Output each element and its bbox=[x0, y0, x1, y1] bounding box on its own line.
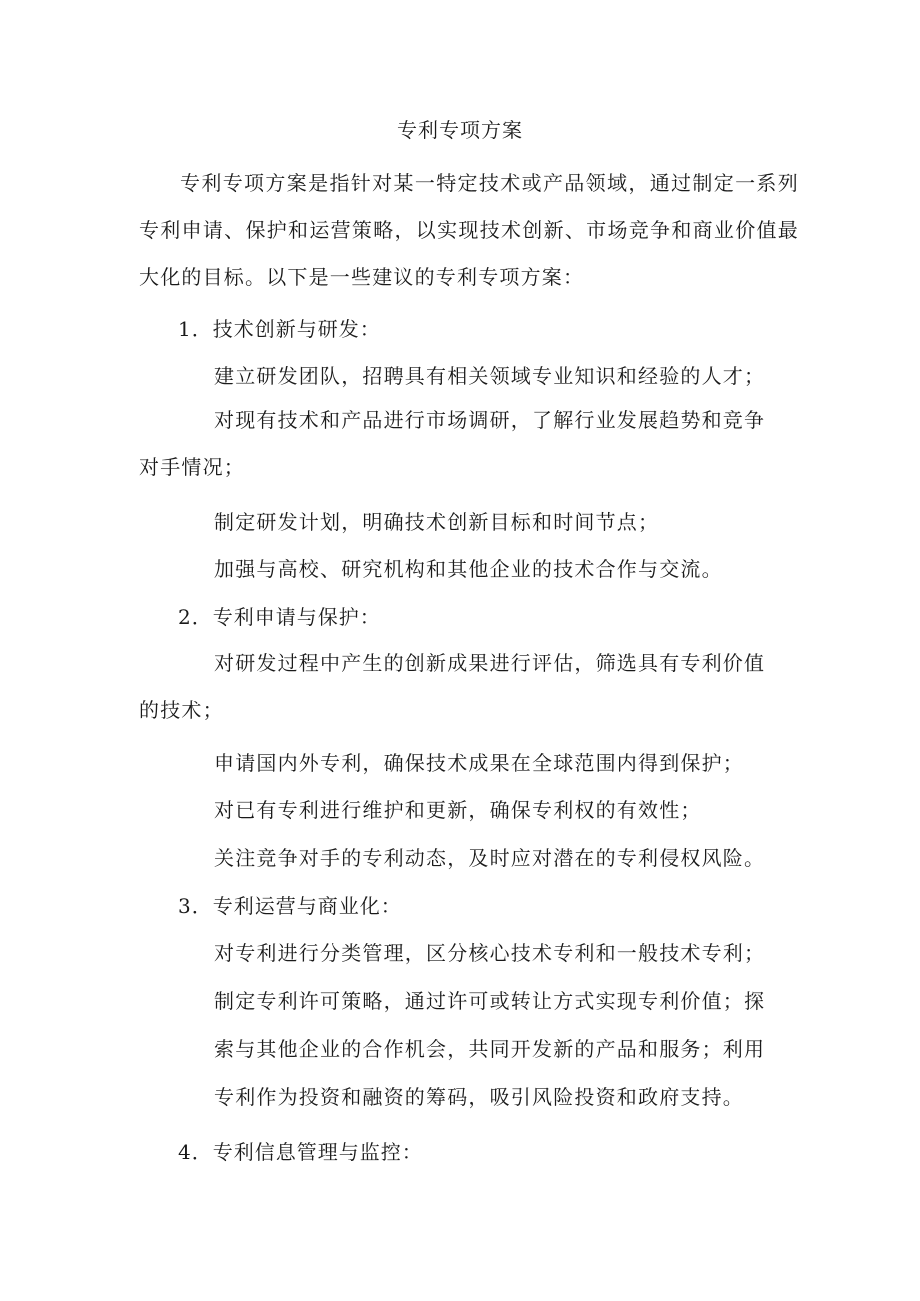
section-2-item-2: 申请国内外专利，确保技术成果在全球范围内得到保护； bbox=[214, 751, 744, 775]
section-heading-2: 2．专利申请与保护： bbox=[178, 605, 381, 629]
section-2-item-1: 对研发过程中产生的创新成果进行评估，筛选具有专利价值的技术； bbox=[139, 651, 766, 722]
section-heading-4: 4．专利信息管理与监控： bbox=[178, 1140, 423, 1164]
section-3-paragraph: 对专利进行分类管理，区分核心技术专利和一般技术专利；制定专利许可策略，通过许可或转让方式实现专利价值；探索与其他企业的合作机会，共同开发新的产品和服务；利用专利作为投资和融资的筹码，吸引风险投资和政府支持。 bbox=[214, 941, 766, 1109]
section-heading-3: 3．专利运营与商业化： bbox=[178, 894, 402, 918]
section-2-item-4: 关注竞争对手的专利动态，及时应对潜在的专利侵权风险。 bbox=[214, 846, 766, 870]
section-heading-1: 1．技术创新与研发： bbox=[178, 317, 381, 341]
section-2-item-3: 对已有专利进行维护和更新，确保专利权的有效性； bbox=[214, 798, 702, 822]
section-1-item-3: 制定研发计划，明确技术创新目标和时间节点； bbox=[214, 510, 660, 534]
section-1-item-1: 建立研发团队，招聘具有相关领域专业知识和经验的人才； bbox=[214, 364, 766, 388]
intro-paragraph: 专利专项方案是指针对某一特定技术或产品领域，通过制定一系列专利申请、保护和运营策略，以实现技术创新、市场竞争和商业价值最大化的目标。以下是一些建议的专利专项方案： bbox=[139, 171, 799, 289]
section-1-item-2: 对现有技术和产品进行市场调研，了解行业发展趋势和竞争对手情况； bbox=[139, 408, 766, 479]
section-1-item-4: 加强与高校、研究机构和其他企业的技术合作与交流。 bbox=[214, 557, 723, 581]
document-title: 专利专项方案 bbox=[397, 118, 523, 142]
